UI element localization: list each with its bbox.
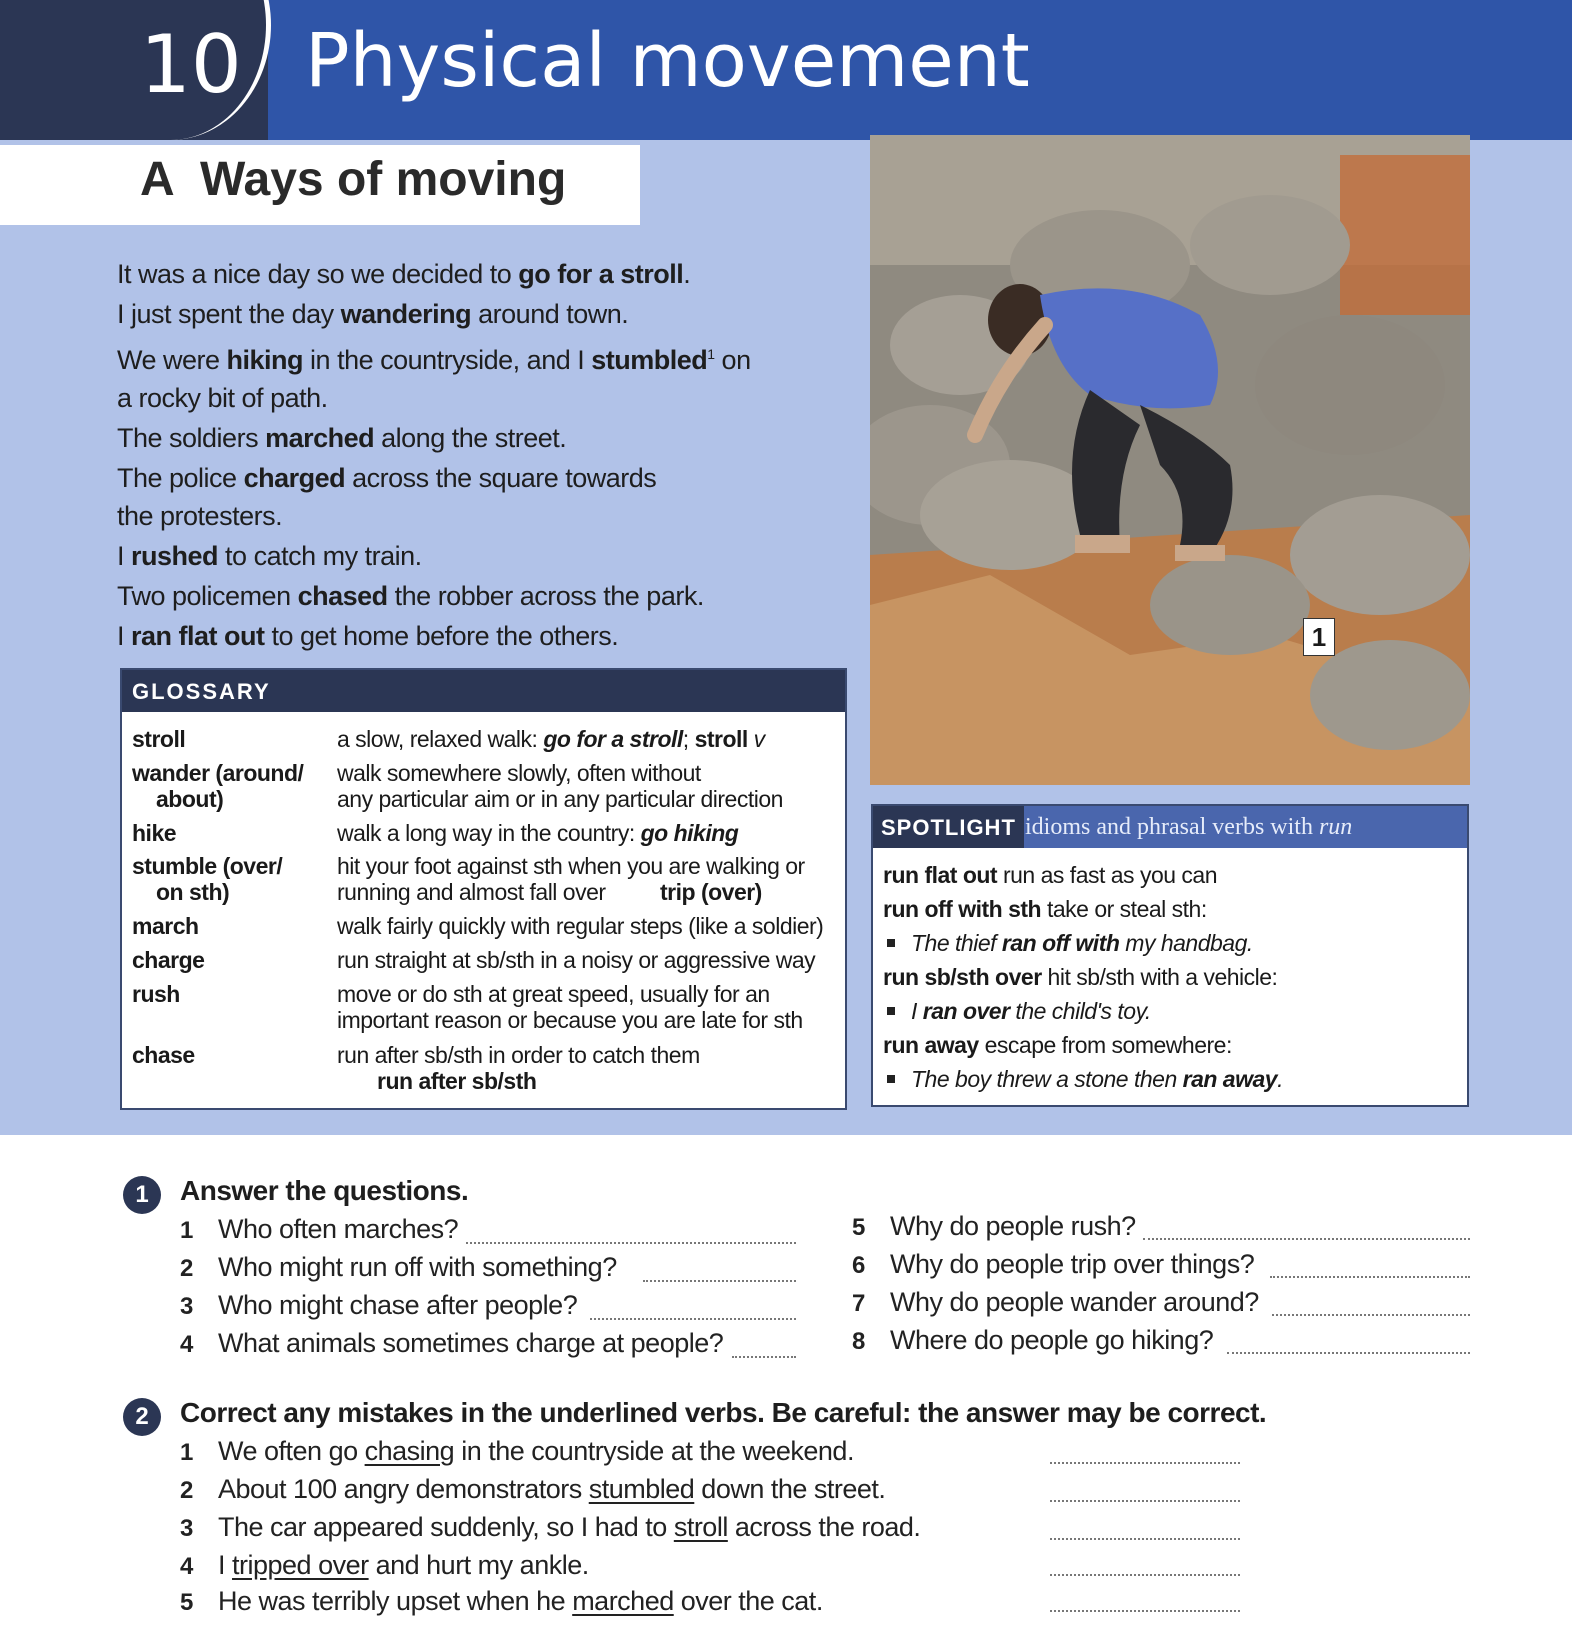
exercise-item: 3 The car appeared suddenly, so I had to stroll across the road. bbox=[180, 1512, 921, 1542]
answer-line[interactable] bbox=[590, 1316, 796, 1320]
footnote-marker: 1 bbox=[707, 346, 715, 362]
photo-illustration bbox=[870, 135, 1470, 785]
glossary-term-continued: about) bbox=[156, 786, 224, 812]
glossary-definition-continued: running and almost fall over bbox=[337, 879, 606, 905]
glossary-definition: run straight at sb/sth in a noisy or aggressive way bbox=[337, 947, 816, 973]
answer-line[interactable] bbox=[1050, 1498, 1240, 1502]
question-item: 8 Where do people go hiking? bbox=[852, 1325, 1214, 1355]
glossary-definition: walk a long way in the country: go hiking bbox=[337, 820, 739, 846]
glossary-box bbox=[120, 668, 847, 1110]
spotlight-box bbox=[871, 804, 1469, 1107]
question-item: 6 Why do people trip over things? bbox=[852, 1249, 1255, 1279]
sentence-continued: a rocky bit of path. bbox=[117, 383, 328, 413]
glossary-term: chase bbox=[132, 1042, 195, 1068]
spotlight-example: The boy threw a stone then ran away. bbox=[883, 1062, 1463, 1096]
spotlight-entry: run off with sth take or steal sth: bbox=[883, 896, 1207, 922]
answer-line[interactable] bbox=[732, 1354, 796, 1358]
spotlight-label: SPOTLIGHT bbox=[873, 806, 1024, 848]
glossary-definition-continued: important reason or because you are late for sth bbox=[337, 1007, 803, 1033]
question-item: 1 Who often marches? bbox=[180, 1214, 459, 1244]
exercise-heading: Correct any mistakes in the underlined verbs. Be careful: the answer may be correct. bbox=[180, 1397, 1267, 1428]
section-title: Ways of moving bbox=[200, 153, 567, 206]
glossary-term: hike bbox=[132, 820, 177, 846]
answer-line[interactable] bbox=[643, 1278, 796, 1282]
glossary-definition: walk somewhere slowly, often without bbox=[337, 760, 701, 786]
sentence: I ran flat out to get home before the others. bbox=[117, 621, 619, 651]
question-item: 2 Who might run off with something? bbox=[180, 1252, 617, 1282]
unit-number: 10 bbox=[140, 18, 242, 111]
spotlight-body bbox=[883, 858, 1463, 1096]
example-sentences bbox=[117, 254, 817, 656]
glossary-definition: walk fairly quickly with regular steps (like a soldier) bbox=[337, 913, 824, 939]
spotlight-entry: run sb/sth over hit sb/sth with a vehicle: bbox=[883, 964, 1278, 990]
exercise-number-badge: 1 bbox=[123, 1176, 161, 1214]
exercise-item: 2 About 100 angry demonstrators stumbled down the street. bbox=[180, 1474, 886, 1504]
photo-number-badge: 1 bbox=[1303, 618, 1335, 656]
answer-line[interactable] bbox=[466, 1240, 796, 1244]
glossary-term: wander (around/ bbox=[132, 760, 304, 786]
section-letter: A bbox=[140, 153, 175, 206]
glossary-definition: run after sb/sth in order to catch them bbox=[337, 1042, 700, 1068]
glossary-definition: a slow, relaxed walk: go for a stroll; stroll v bbox=[337, 726, 765, 752]
glossary-definition-continued: any particular aim or in any particular direction bbox=[337, 786, 783, 812]
sentence: The police charged across the square towards bbox=[117, 463, 657, 493]
answer-line[interactable] bbox=[1050, 1536, 1240, 1540]
glossary-term-continued: on sth) bbox=[156, 879, 230, 905]
exercise-item: 4 I tripped over and hurt my ankle. bbox=[180, 1550, 589, 1580]
question-item: 3 Who might chase after people? bbox=[180, 1290, 578, 1320]
glossary-definition: move or do sth at great speed, usually for an bbox=[337, 981, 770, 1007]
answer-line[interactable] bbox=[1270, 1274, 1470, 1278]
sentence: We were hiking in the countryside, and I stumbled$^1$ on bbox=[117, 345, 751, 375]
spotlight-example: I ran over the child's toy. bbox=[883, 994, 1463, 1028]
photo-person-climbing-rocks bbox=[870, 135, 1470, 785]
spotlight-entry: run flat out run as fast as you can bbox=[883, 862, 1217, 888]
glossary-term: rush bbox=[132, 981, 180, 1007]
answer-line[interactable] bbox=[1050, 1572, 1240, 1576]
sentence: It was a nice day so we decided to go for a stroll. bbox=[117, 259, 691, 289]
spotlight-subtitle: idioms and phrasal verbs with run bbox=[1025, 814, 1353, 840]
question-item: 4 What animals sometimes charge at people? bbox=[180, 1328, 724, 1358]
spotlight-entry: run away escape from somewhere: bbox=[883, 1032, 1232, 1058]
glossary-term: march bbox=[132, 913, 199, 939]
exercise-item: 1 We often go chasing in the countryside at the weekend. bbox=[180, 1436, 854, 1466]
spotlight-example: The thief ran off with my handbag. bbox=[883, 926, 1463, 960]
answer-line[interactable] bbox=[1272, 1312, 1470, 1316]
question-item: 5 Why do people rush? bbox=[852, 1211, 1136, 1241]
sentence: Two policemen chased the robber across the park. bbox=[117, 581, 704, 611]
answer-line[interactable] bbox=[1050, 1608, 1240, 1612]
exercise-number-badge: 2 bbox=[123, 1398, 161, 1436]
glossary-synonym: run after sb/sth bbox=[377, 1068, 537, 1094]
answer-line[interactable] bbox=[1143, 1236, 1470, 1240]
answer-line[interactable] bbox=[1050, 1460, 1240, 1464]
sentence: I rushed to catch my train. bbox=[117, 541, 422, 571]
glossary-heading: GLOSSARY bbox=[122, 670, 845, 712]
unit-header bbox=[0, 0, 1572, 140]
sentence: The soldiers marched along the street. bbox=[117, 423, 567, 453]
glossary-synonym: trip (over) bbox=[660, 879, 762, 905]
sentence-continued: the protesters. bbox=[117, 501, 283, 531]
answer-line[interactable] bbox=[1227, 1350, 1470, 1354]
exercise-item: 5 He was terribly upset when he marched over the cat. bbox=[180, 1586, 823, 1616]
glossary-term: stroll bbox=[132, 726, 186, 752]
spotlight-header bbox=[873, 806, 1467, 848]
unit-title: Physical movement bbox=[305, 18, 1030, 104]
exercise-heading: Answer the questions. bbox=[180, 1175, 469, 1206]
question-item: 7 Why do people wander around? bbox=[852, 1287, 1259, 1317]
glossary-definition: hit your foot against sth when you are walking or bbox=[337, 853, 805, 879]
glossary-term: charge bbox=[132, 947, 205, 973]
sentence: I just spent the day wandering around town. bbox=[117, 299, 629, 329]
glossary-term: stumble (over/ bbox=[132, 853, 283, 879]
